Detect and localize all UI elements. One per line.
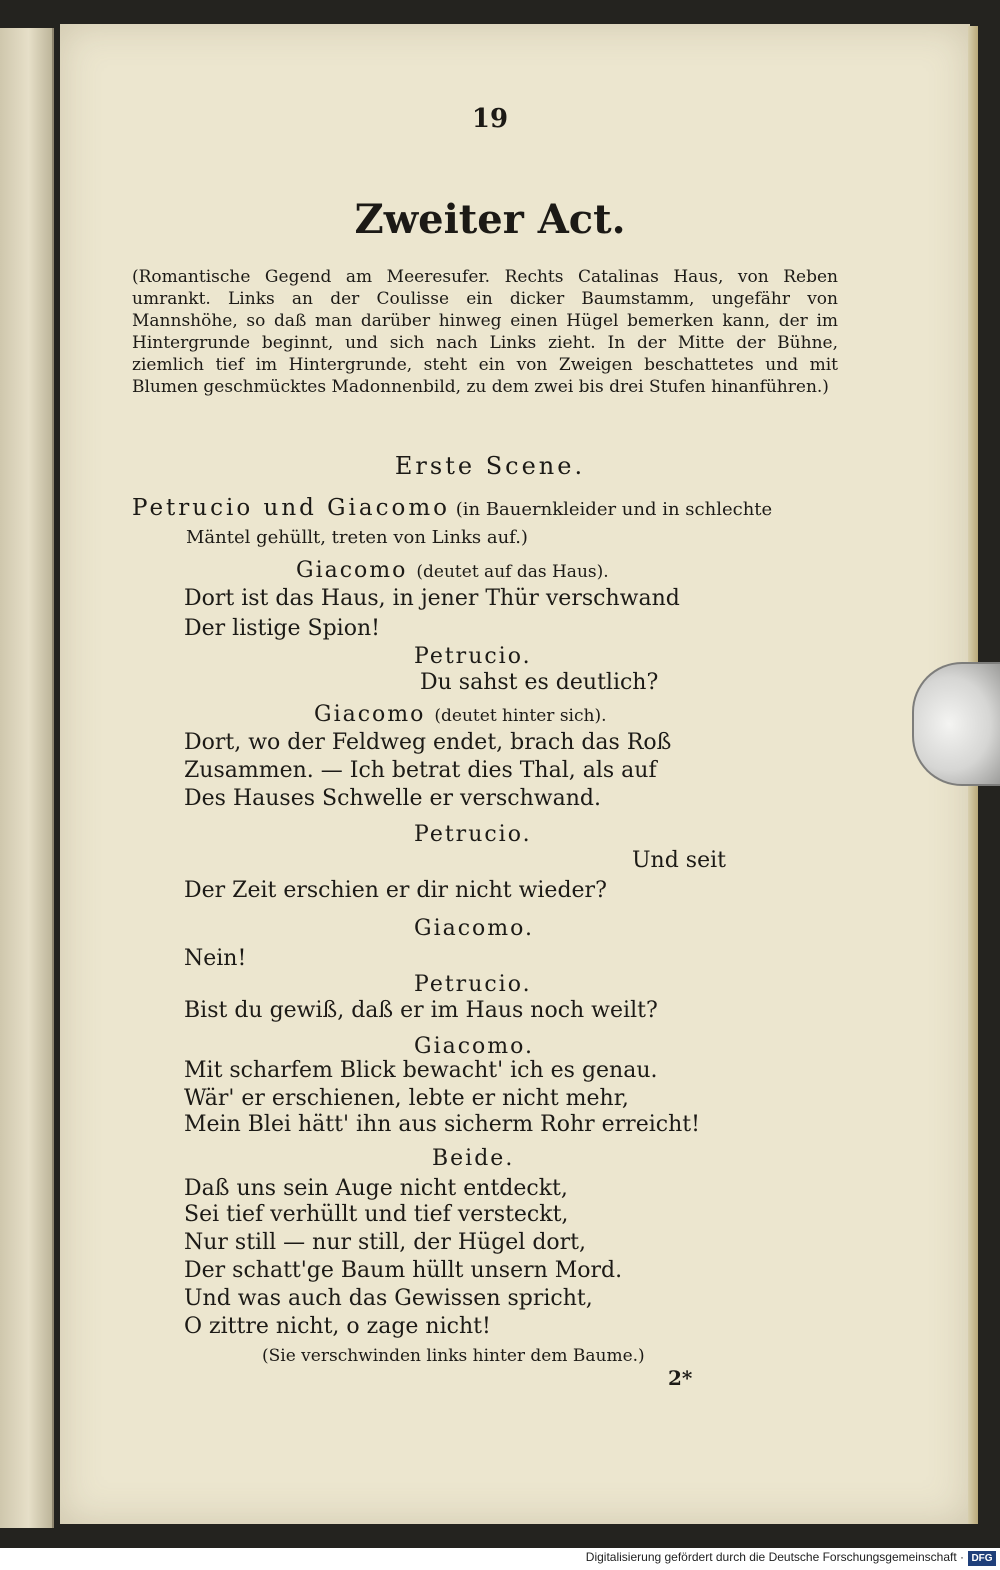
speaker-giacomo bbox=[314, 702, 606, 727]
speaker-giacomo bbox=[296, 558, 609, 583]
cast-note: (in Bauernkleider und in schlechte bbox=[455, 499, 773, 520]
verse-line: Nur still — nur still, der Hügel dort, bbox=[184, 1230, 587, 1255]
verse-line: Du sahst es deutlich? bbox=[420, 670, 659, 695]
verse-line: Dort, wo der Feldweg endet, brach das Roß bbox=[184, 730, 672, 755]
speaker-giacomo: Giacomo. bbox=[414, 916, 535, 941]
verse-line: Und was auch das Gewissen spricht, bbox=[184, 1286, 593, 1311]
page-number: 19 bbox=[471, 104, 509, 134]
speaker-giacomo: Giacomo. bbox=[414, 1034, 535, 1059]
footer-credit: Digitalisierung gefördert durch die Deutsche Forschungsgemeinschaft · bbox=[585, 1550, 964, 1564]
speaker-petrucio: Petrucio. bbox=[414, 972, 532, 997]
cast-note-continued: Mäntel gehüllt, treten von Links auf.) bbox=[186, 527, 528, 548]
verse-line: Des Hauses Schwelle er verschwand. bbox=[184, 786, 601, 811]
signature-mark: 2* bbox=[668, 1366, 693, 1390]
verse-line: Mein Blei hätt' ihn aus sicherm Rohr erreicht! bbox=[184, 1112, 700, 1137]
scene-title: Erste Scene. bbox=[394, 452, 586, 480]
page-clip bbox=[912, 662, 1000, 786]
verse-line: Daß uns sein Auge nicht entdeckt, bbox=[184, 1176, 568, 1201]
verse-line: Bist du gewiß, daß er im Haus noch weilt? bbox=[184, 998, 658, 1023]
verse-line: Zusammen. — Ich betrat dies Thal, als auf bbox=[184, 758, 657, 783]
speaker-petrucio: Petrucio. bbox=[414, 644, 532, 669]
speaker-name: Giacomo bbox=[314, 702, 426, 727]
verse-line: Der listige Spion! bbox=[184, 616, 380, 641]
verse-line: Sei tief verhüllt und tief versteckt, bbox=[184, 1202, 569, 1227]
verse-line: Der Zeit erschien er dir nicht wieder? bbox=[184, 878, 607, 903]
cast-entrance bbox=[132, 494, 838, 552]
verse-line: Der schatt'ge Baum hüllt unsern Mord. bbox=[184, 1258, 623, 1283]
speaker-direction: (deutet auf das Haus). bbox=[416, 562, 609, 582]
stage-direction: (Romantische Gegend am Meeresufer. Rechts Catalinas Haus, von Reben umrankt. Links an der Coulisse ein dicker Baumstamm, ungefähr von Mannshöhe, so daß man darüber hinweg einen Hügel bemerken kann, der im Hintergrunde beginnt, und sich nach Links zieht. In der Mitte der Bühne, ziemlich tief im Hintergrunde, steht ein von Zweigen beschattetes und mit Blumen geschmücktes Madonnenbild, zu dem zwei bis drei Stufen hinanführen.) bbox=[132, 267, 838, 397]
verse-line: O zittre nicht, o zage nicht! bbox=[184, 1314, 491, 1339]
dfg-logo-icon: DFG bbox=[968, 1551, 996, 1566]
exit-direction: (Sie verschwinden links hinter dem Baume.) bbox=[262, 1346, 645, 1366]
verse-line: Mit scharfem Blick bewacht' ich es genau. bbox=[184, 1058, 658, 1083]
facing-page-edge bbox=[0, 28, 54, 1528]
speaker-petrucio: Petrucio. bbox=[414, 822, 532, 847]
speaker-name: Giacomo bbox=[296, 558, 408, 583]
cast-names: Petrucio und Giacomo bbox=[132, 495, 450, 521]
verse-line: Wär' er erschienen, lebte er nicht mehr, bbox=[184, 1086, 629, 1111]
verse-line: Nein! bbox=[184, 946, 247, 971]
verse-line: Und seit bbox=[632, 848, 726, 873]
act-title: Zweiter Act. bbox=[354, 196, 626, 243]
verse-line: Dort ist das Haus, in jener Thür verschwand bbox=[184, 586, 680, 611]
speaker-direction: (deutet hinter sich). bbox=[434, 706, 607, 726]
speaker-beide: Beide. bbox=[432, 1146, 515, 1171]
